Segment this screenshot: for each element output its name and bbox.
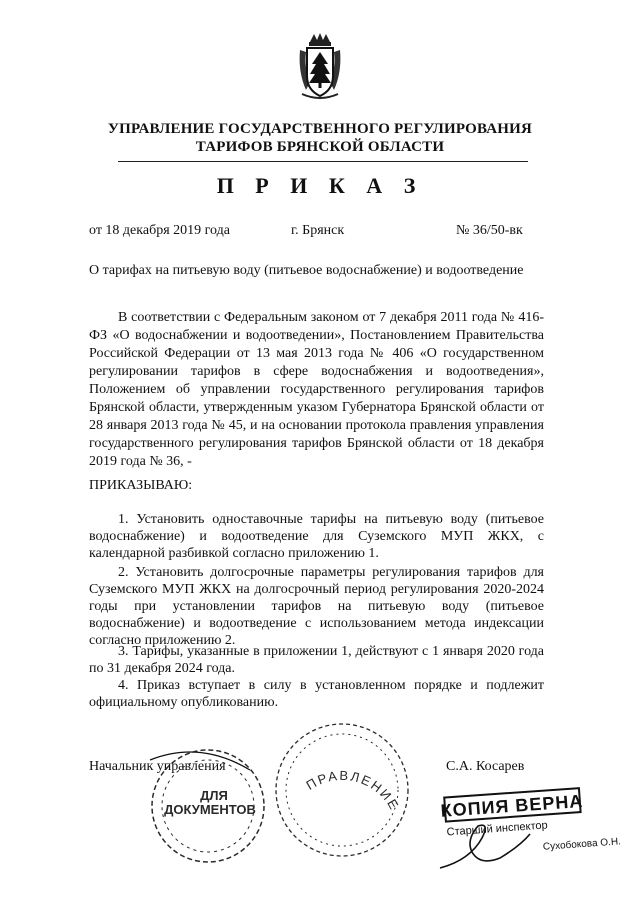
order-city: г. Брянск <box>291 223 345 238</box>
copy-certified-stamp <box>440 785 621 859</box>
signature-scribble <box>440 825 530 868</box>
copy-stamp-role: Старший инспектор <box>446 819 549 839</box>
docs-stamp-line2: ДОКУМЕНТОВ <box>164 802 256 817</box>
round-seal-text: ПРАВЛЕНИЕ <box>303 767 403 814</box>
organization-name-line2: ТАРИФОВ БРЯНСКОЙ ОБЛАСТИ <box>195 139 445 155</box>
round-seal <box>276 724 408 856</box>
document-title: П Р И К А З <box>216 173 424 198</box>
signatory-position: Начальник управления <box>89 759 226 774</box>
order-subject: О тарифах на питьевую воду (питьевое водоснабжение) и водоотведение <box>89 263 524 278</box>
docs-stamp-line1: ДЛЯ <box>200 788 228 803</box>
order-directive-word: ПРИКАЗЫВАЮ: <box>89 478 193 493</box>
organization-name-line1: УПРАВЛЕНИЕ ГОСУДАРСТВЕННОГО РЕГУЛИРОВАНИЯ <box>107 121 533 137</box>
coat-of-arms-emblem <box>296 32 344 100</box>
signatory-name: С.А. Косарев <box>446 759 525 774</box>
preamble-paragraph: В соответствии с Федеральным законом от 7 декабря 2011 года № 416-ФЗ «О водоснабжении и водоотведении», Постановлением Правительства Российской Федерации от 13 мая 2013 года № 406 «О государственном регулировании тарифов в сфере водоснабжения и водоотведения», Положением об управлении государственного регулирования тарифов Брянской области, утвержденным указом Губернатора Брянской области от 28 января 2013 года № 45, и на основании протокола правления управления государственного регулирования тарифов Брянской области от 18 декабря 2019 года № 36, - <box>89 310 544 469</box>
order-date: от 18 декабря 2019 года <box>89 223 230 238</box>
order-item: 2. Установить долгосрочные параметры регулирования тарифов для Суземского МУП ЖКХ на долгосрочный период регулирования 2020-2024 годы при установлении тарифов на питьевую воду (питьевое водоснабжение) и водоотведение с использованием метода индексации согласно приложению 2. <box>89 565 544 648</box>
copy-stamp-label: КОПИЯ ВЕРНА <box>440 790 584 821</box>
order-number: № 36/50-вк <box>456 223 523 238</box>
order-item: 4. Приказ вступает в силу в установленном порядке и подлежит официальному опубликованию. <box>89 678 544 710</box>
order-item: 1. Установить одноставочные тарифы на питьевую воду (питьевое водоснабжение) и водоотведение для Суземского МУП ЖКХ, с календарной разбивкой согласно приложению 1. <box>89 512 544 561</box>
copy-stamp-person: Сухобокова О.Н. <box>542 836 622 853</box>
header-divider <box>118 161 528 162</box>
order-item: 3. Тарифы, указанные в приложении 1, действуют с 1 января 2020 года по 31 декабря 2024 года. <box>89 644 544 676</box>
